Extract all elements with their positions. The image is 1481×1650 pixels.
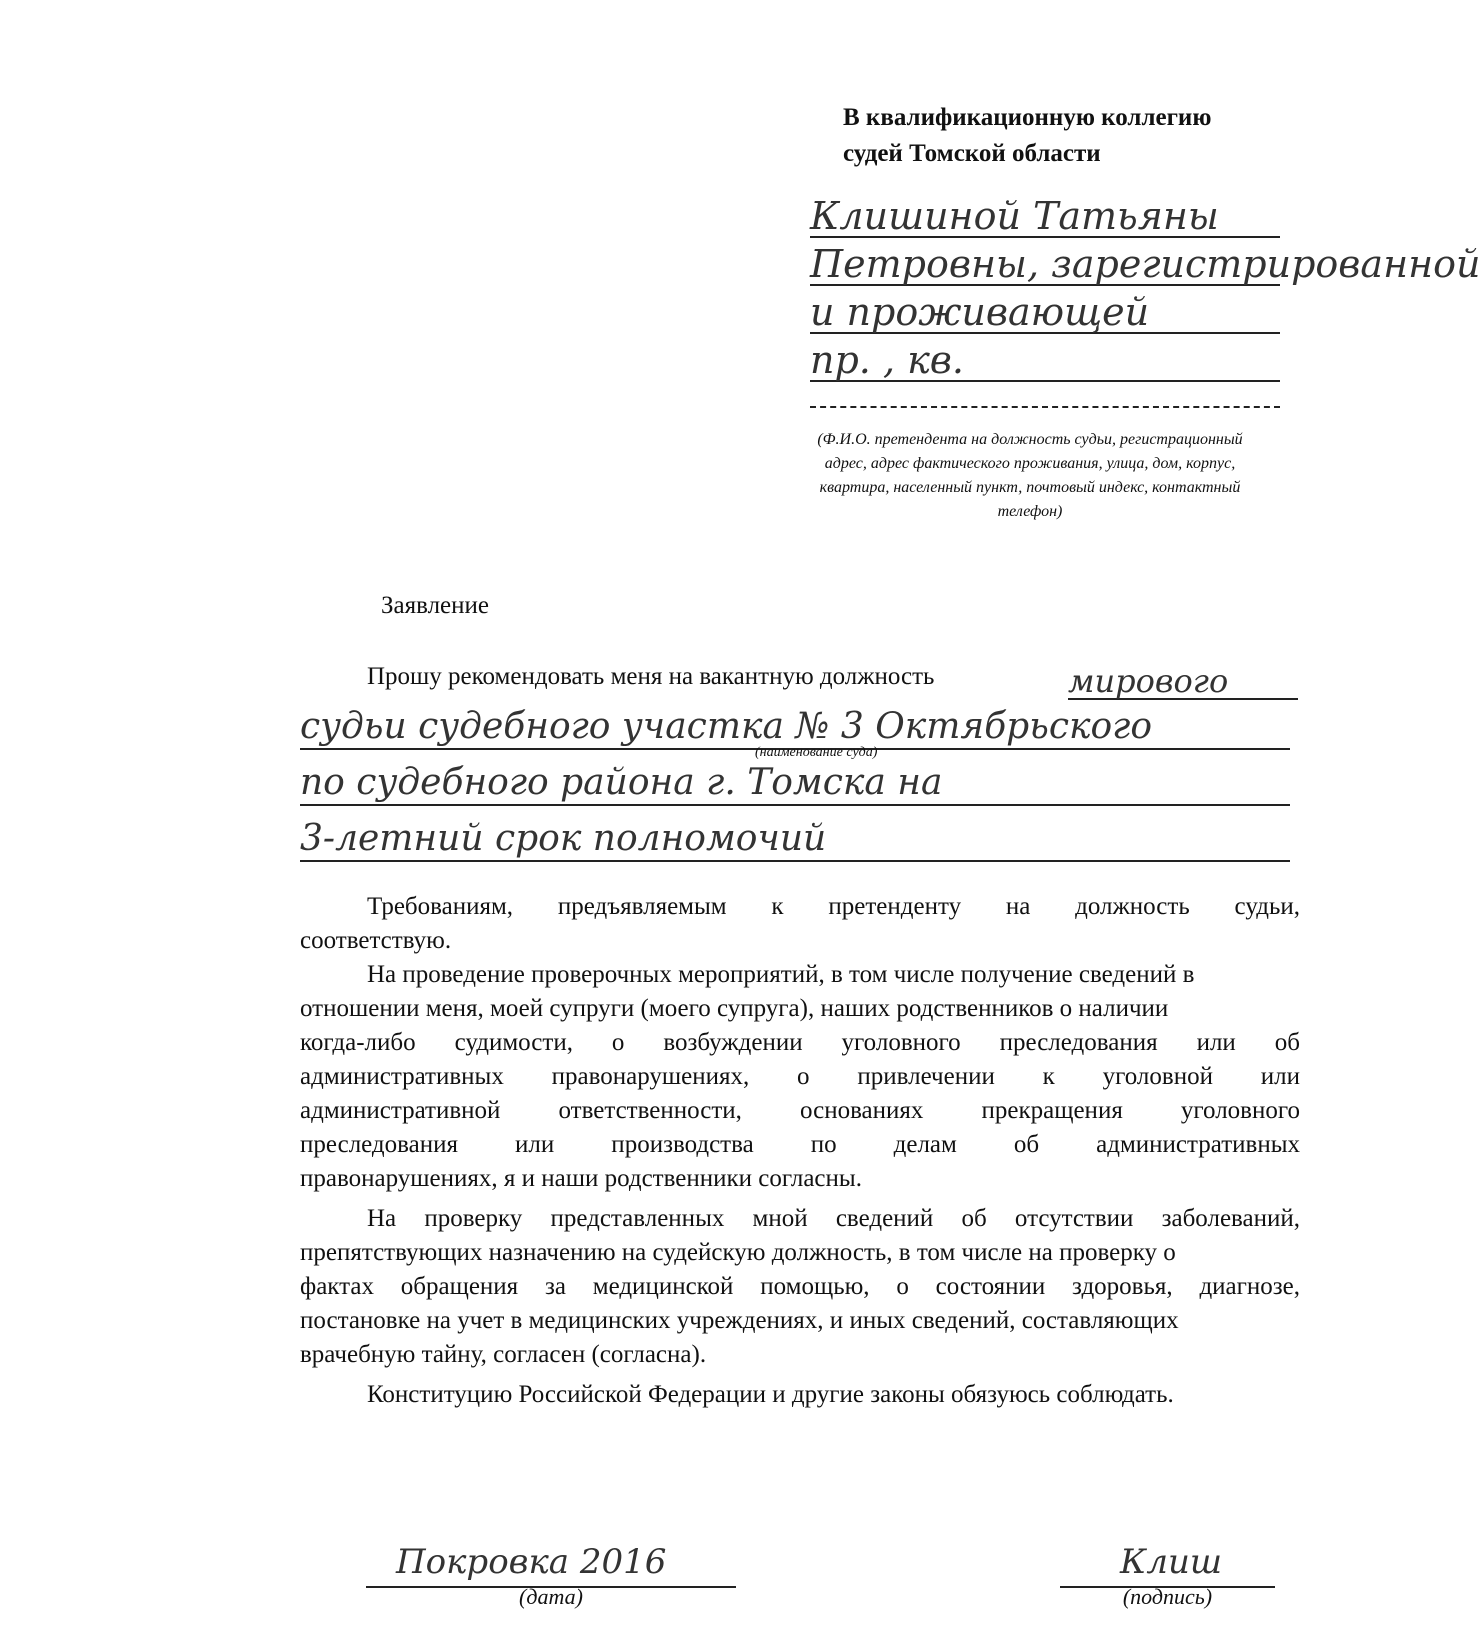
- applicant-hand-line-1: [810, 196, 1280, 238]
- applicant-hand-text-4: пр. , кв.: [810, 338, 965, 382]
- request-hand-row-3: [300, 818, 1290, 862]
- applicant-hand-text-2: Петровны, зарегистрированной: [810, 242, 1481, 286]
- request-hand-row-1: [300, 706, 1290, 750]
- checks-line-6: преследования или производства по делам об административных: [300, 1131, 1300, 1158]
- request-lead: Прошу рекомендовать меня на вакантную должность: [367, 663, 935, 690]
- applicant-hand-line-2: [810, 242, 1481, 286]
- request-hand-text-1: судьи судебного участка № 3 Октябрьского: [300, 706, 1153, 747]
- checks-line-7: правонарушениях, я и наши родственники согласны.: [300, 1165, 862, 1192]
- checks-line-1: На проведение проверочных мероприятий, в том числе получение сведений в: [367, 961, 1195, 988]
- constitution-line: Конституцию Российской Федерации и другие законы обязуюсь соблюдать.: [367, 1381, 1174, 1408]
- checks-line-2: отношении меня, моей супруги (моего супруга), наших родственников о наличии: [300, 995, 1169, 1022]
- addressee-line-2: судей Томской области: [843, 140, 1101, 167]
- court-caption: (наименование суда): [755, 745, 878, 760]
- document-title: [0, 592, 1275, 620]
- medical-line-3: фактах обращения за медицинской помощью, о состоянии здоровья, диагнозе,: [300, 1273, 1300, 1300]
- applicant-hand-text-1: Клишиной Татьяны: [810, 194, 1219, 238]
- applicant-caption-line-3: квартира, населенный пункт, почтовый индекс, контактный: [819, 479, 1241, 496]
- applicant-hand-text-3: и проживающей: [810, 290, 1150, 334]
- checks-line-3: когда-либо судимости, о возбуждении уголовного преследования или об: [300, 1029, 1300, 1056]
- checks-line-5: административной ответственности, основаниях прекращения уголовного: [300, 1097, 1300, 1124]
- medical-line-2: препятствующих назначению на судейскую должность, в том числе на проверку о: [300, 1239, 1176, 1266]
- request-hand-row-2: [300, 762, 1290, 806]
- applicant-hand-line-3: [810, 292, 1280, 334]
- date-caption: (дата): [519, 1584, 583, 1609]
- request-hand-text-3: 3-летний срок полномочий: [300, 818, 827, 859]
- applicant-caption-line-1: (Ф.И.О. претендента на должность судьи, регистрационный: [817, 431, 1243, 448]
- request-hand-lead: мирового: [1068, 662, 1229, 700]
- signature-hand: Клиш: [1120, 1542, 1223, 1582]
- applicant-blank-line: [810, 388, 1280, 408]
- requirements-line-1: Требованиям, предъявляемым к претенденту на должность судьи,: [367, 893, 1300, 920]
- addressee-block: [843, 100, 1303, 172]
- medical-line-5: врачебную тайну, согласен (согласна).: [300, 1341, 707, 1368]
- document-title-text: Заявление: [380, 592, 490, 619]
- applicant-hand-line-4: [810, 340, 1280, 382]
- applicant-caption: [770, 428, 1290, 524]
- medical-line-1: На проверку представленных мной сведений об отсутствии заболеваний,: [367, 1205, 1300, 1232]
- date-block: [366, 1530, 736, 1610]
- addressee-line-1: В квалификационную коллегию: [843, 104, 1212, 131]
- request-hand-lead-line: [1068, 664, 1298, 700]
- signature-block: [1060, 1530, 1275, 1610]
- checks-line-4: административных правонарушениях, о привлечении к уголовной или: [300, 1063, 1300, 1090]
- medical-line-4: постановке на учет в медицинских учреждениях, и иных сведений, составляющих: [300, 1307, 1179, 1334]
- applicant-caption-line-4: телефон): [997, 503, 1063, 520]
- applicant-caption-line-2: адрес, адрес фактического проживания, улица, дом, корпус,: [824, 455, 1236, 472]
- request-hand-text-2: по судебного района г. Томска на: [300, 762, 943, 803]
- signature-caption: (подпись): [1122, 1584, 1213, 1609]
- requirements-line-2: соответствую.: [300, 927, 452, 954]
- date-hand: Покровка 2016: [396, 1542, 667, 1582]
